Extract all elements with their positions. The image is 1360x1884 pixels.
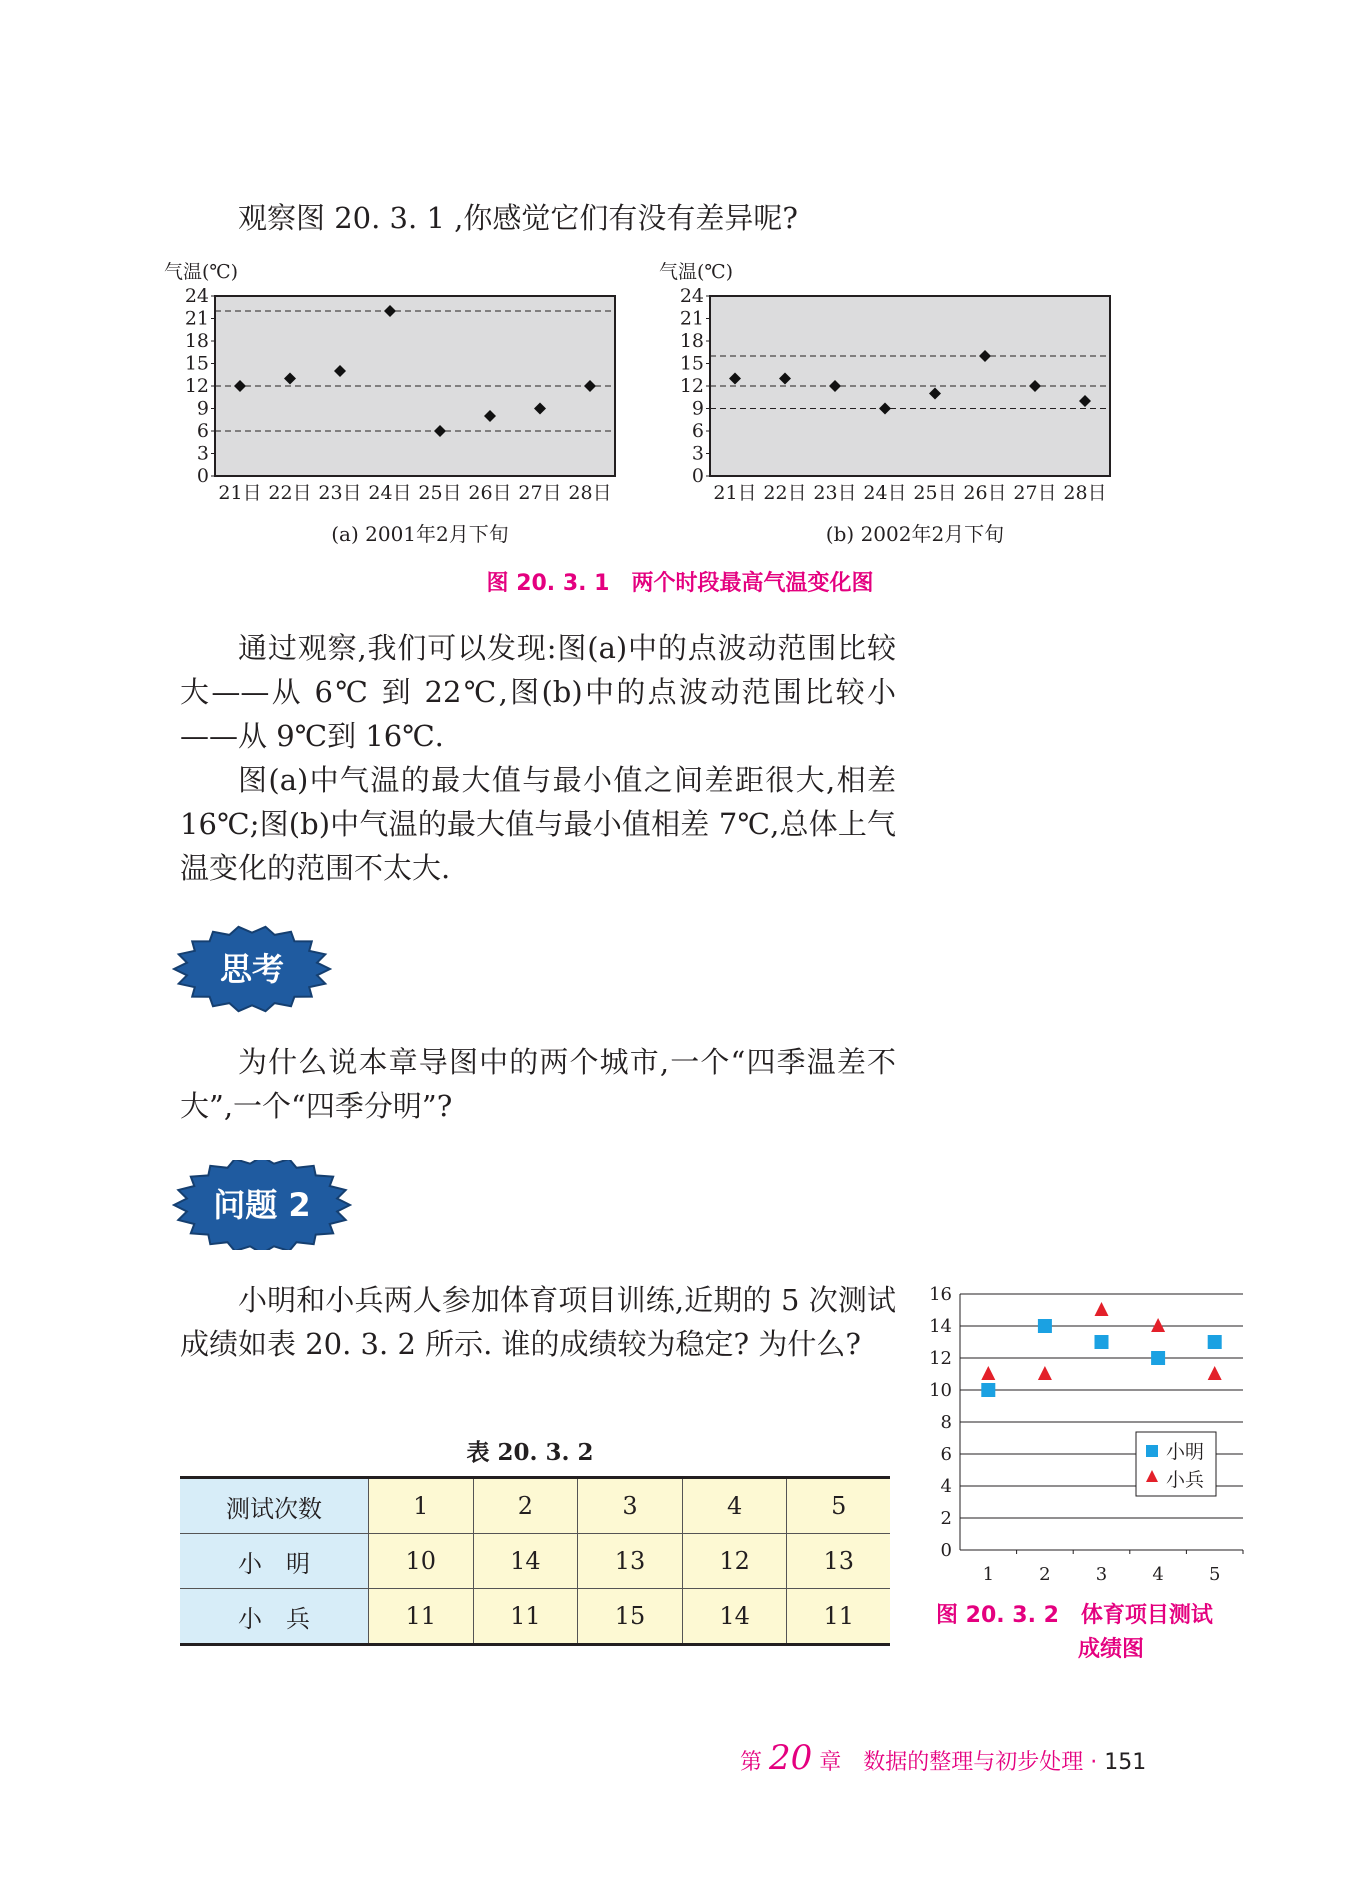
y-tick-label: 0 — [196, 465, 209, 487]
table-row — [180, 1589, 890, 1645]
y-tick-label: 18 — [679, 330, 704, 352]
x-tick-label: 28日 — [1063, 482, 1107, 504]
score-chart — [918, 1280, 1248, 1586]
chart-b-subcaption: (b) 2002年2月下旬 — [825, 522, 1005, 546]
y-tick-label: 0 — [691, 465, 704, 487]
x-tick-label: 27日 — [518, 482, 562, 504]
problem-label: 问题 2 — [213, 1186, 311, 1224]
xiaoming-point — [1208, 1335, 1222, 1349]
x-tick-label: 22日 — [763, 482, 807, 504]
x-tick-label: 27日 — [1013, 482, 1057, 504]
legend-label-xiaobing: 小兵 — [1166, 1469, 1205, 1491]
xiaobing-point — [1208, 1366, 1222, 1380]
xiaoming-point — [1038, 1319, 1052, 1333]
y-tick-label: 14 — [929, 1316, 952, 1337]
y-tick-label: 21 — [679, 307, 704, 330]
y-tick-label: 3 — [691, 442, 704, 465]
y-tick-label: 18 — [184, 330, 209, 352]
chart-a-ylabel: 气温(℃) — [164, 261, 239, 283]
y-tick-label: 12 — [184, 375, 209, 397]
y-tick-label: 6 — [940, 1444, 952, 1465]
footer-chapter-number: 20 — [769, 1738, 813, 1778]
figure1-caption: 图 20. 3. 1 两个时段最高气温变化图 — [486, 571, 874, 596]
table-header-row — [180, 1478, 890, 1534]
y-tick-label: 2 — [940, 1508, 952, 1529]
footer-chapter-title: 章 数据的整理与初步处理 · — [819, 1750, 1098, 1775]
row-name-xiaobing: 小 兵 — [180, 1589, 369, 1645]
chart-b-ylabel: 气温(℃) — [659, 261, 734, 283]
table-cell: 15 — [578, 1589, 683, 1645]
problem-badge — [172, 1160, 352, 1250]
figure2-caption-line1: 图 20. 3. 2 体育项目测试 — [936, 1603, 1213, 1628]
x-tick-label: 22日 — [268, 482, 312, 504]
think-badge — [172, 924, 332, 1014]
table-cell: 11 — [473, 1589, 578, 1645]
table-col-1: 1 — [369, 1478, 474, 1534]
footer-prefix: 第 — [740, 1750, 763, 1775]
xiaoming-point — [1151, 1351, 1165, 1365]
xiaoming-point — [1095, 1335, 1109, 1349]
y-tick-label: 4 — [940, 1476, 952, 1497]
legend-square-icon — [1146, 1445, 1158, 1457]
row-name-xiaoming: 小 明 — [180, 1534, 369, 1589]
table-cell: 12 — [682, 1534, 787, 1589]
y-tick-label: 24 — [679, 285, 704, 307]
y-tick-label: 9 — [196, 397, 209, 420]
x-tick-label: 1 — [982, 1564, 995, 1585]
observation-paragraph-1: 通过观察,我们可以发现:图(a)中的点波动范围比较大——从 6℃ 到 22℃,图(b)中的点波动范围比较小——从 9℃到 16℃. — [180, 631, 896, 753]
table-col-5: 5 — [787, 1478, 890, 1534]
x-tick-label: 23日 — [318, 482, 362, 504]
table-cell: 14 — [682, 1589, 787, 1645]
xiaoming-point — [981, 1383, 995, 1397]
x-tick-label: 25日 — [418, 482, 462, 504]
y-tick-label: 12 — [679, 375, 704, 397]
page-footer — [740, 1738, 1146, 1778]
y-tick-label: 15 — [679, 352, 704, 375]
x-tick-label: 23日 — [813, 482, 857, 504]
x-tick-label: 21日 — [713, 482, 757, 504]
y-tick-label: 12 — [929, 1348, 952, 1369]
x-tick-label: 3 — [1095, 1564, 1108, 1585]
xiaobing-point — [1095, 1302, 1109, 1316]
table-row — [180, 1534, 890, 1589]
score-table — [180, 1476, 890, 1646]
xiaobing-point — [1038, 1366, 1052, 1380]
table-col-3: 3 — [578, 1478, 683, 1534]
x-tick-label: 21日 — [218, 482, 262, 504]
think-question: 为什么说本章导图中的两个城市,一个“四季温差不大”,一个“四季分明”? — [180, 1045, 896, 1123]
x-tick-label: 4 — [1152, 1564, 1164, 1585]
table-cell: 11 — [369, 1589, 474, 1645]
table-cell: 11 — [787, 1589, 890, 1645]
temperature-chart-a — [164, 258, 640, 520]
chart-a-subcaption: (a) 2001年2月下旬 — [331, 522, 509, 546]
table-col-2: 2 — [473, 1478, 578, 1534]
intro-text: 观察图 20. 3. 1 ,你感觉它们有没有差异呢? — [238, 201, 798, 235]
table-title: 表 20. 3. 2 — [466, 1439, 594, 1466]
page-number: 151 — [1104, 1750, 1147, 1775]
x-tick-label: 26日 — [963, 482, 1007, 504]
xiaobing-point — [1151, 1318, 1165, 1332]
table-cell: 10 — [369, 1534, 474, 1589]
table-cell: 13 — [787, 1534, 890, 1589]
think-label: 思考 — [219, 950, 285, 988]
y-tick-label: 8 — [940, 1412, 952, 1433]
problem-text: 小明和小兵两人参加体育项目训练,近期的 5 次测试成绩如表 20. 3. 2 所示. 谁的成绩较为稳定? 为什么? — [180, 1283, 896, 1361]
xiaobing-point — [981, 1366, 995, 1380]
table-col-4: 4 — [682, 1478, 787, 1534]
x-tick-label: 25日 — [913, 482, 957, 504]
observation-paragraph-2: 图(a)中气温的最大值与最小值之间差距很大,相差 16℃;图(b)中气温的最大值与最小值相差 7℃,总体上气温变化的范围不太大. — [180, 763, 896, 885]
x-tick-label: 28日 — [568, 482, 612, 504]
x-tick-label: 2 — [1039, 1564, 1051, 1585]
y-tick-label: 9 — [691, 397, 704, 420]
table-cell: 13 — [578, 1534, 683, 1589]
y-tick-label: 15 — [184, 352, 209, 375]
y-tick-label: 3 — [196, 442, 209, 465]
y-tick-label: 0 — [940, 1540, 952, 1561]
x-tick-label: 26日 — [468, 482, 512, 504]
x-tick-label: 5 — [1208, 1564, 1221, 1585]
y-tick-label: 6 — [691, 420, 704, 442]
y-tick-label: 10 — [929, 1380, 952, 1401]
table-header-label: 测试次数 — [180, 1478, 369, 1534]
y-tick-label: 24 — [184, 285, 209, 307]
figure2-caption-line2: 成绩图 — [1078, 1637, 1145, 1662]
y-tick-label: 21 — [184, 307, 209, 330]
x-tick-label: 24日 — [368, 482, 412, 504]
y-tick-label: 6 — [196, 420, 209, 442]
x-tick-label: 24日 — [863, 482, 907, 504]
legend-label-xiaoming: 小明 — [1166, 1441, 1205, 1463]
table-cell: 14 — [473, 1534, 578, 1589]
temperature-chart-b — [659, 258, 1135, 520]
y-tick-label: 16 — [929, 1284, 952, 1305]
